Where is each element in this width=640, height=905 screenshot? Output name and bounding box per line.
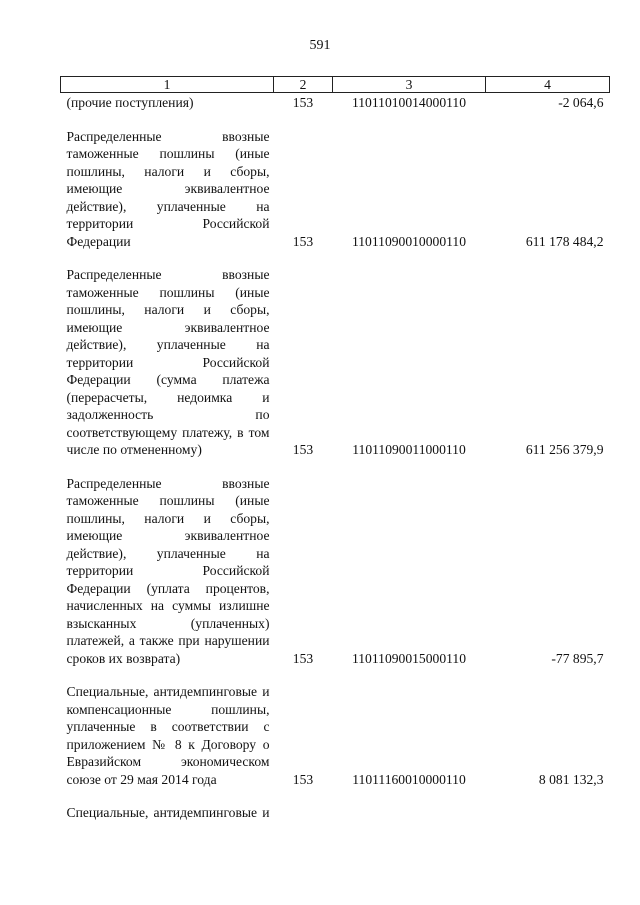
row-budget-code: 11011090011000110: [352, 442, 466, 457]
row-admin-code: 153: [292, 771, 314, 787]
table-row: [61, 788, 610, 822]
row-admin-code: 153: [292, 650, 314, 666]
table-row: [61, 459, 610, 668]
table-row: [61, 112, 610, 251]
row-name: (прочие поступления): [66, 95, 194, 110]
row-amount: 8 081 132,3: [538, 771, 604, 787]
row-name: Специальные, антидемпинговые и: [66, 805, 270, 820]
row-admin-code: 153: [292, 233, 314, 249]
row-amount: -2 064,6: [558, 95, 604, 110]
row-budget-code: 11011160010000110: [352, 771, 466, 787]
row-budget-code: 11011090010000110: [351, 233, 467, 249]
table-row: [61, 667, 610, 788]
row-admin-code: 153: [292, 95, 314, 110]
row-name: Распределенные ввозные таможенные пошлины (иные пошлины, налоги и сборы, имеющие эквивалентное действие), уплаченные на территории Российской Федерации (сумма платежа (перерасчеты, недоимка и задолженность по соответствующему платежу, в том числе по отмененному): [66, 267, 270, 457]
row-name: Распределенные ввозные таможенные пошлины (иные пошлины, налоги и сборы, имеющие эквивалентное действие), уплаченные на территории Российской Федерации: [66, 128, 270, 249]
row-admin-code: [274, 788, 333, 822]
row-admin-code: 153: [292, 442, 314, 457]
row-amount: 611 178 484,2: [525, 233, 604, 249]
column-header-1: 1: [61, 77, 274, 93]
column-header-4: 4: [486, 77, 610, 93]
table-row: [61, 250, 610, 459]
row-amount: [486, 788, 610, 822]
page-number: 591: [309, 38, 331, 53]
row-amount: -77 895,7: [551, 650, 604, 666]
row-budget-code: 11011090015000110: [351, 650, 467, 666]
row-amount: 611 256 379,9: [525, 442, 604, 457]
row-name: Специальные, антидемпинговые и компенсационные пошлины, уплаченные в соответствии с приложением № 8 к Договору о Евразийском экономическом союзе от 29 мая 2014 года: [66, 684, 270, 787]
budget-table: [60, 76, 610, 822]
row-name: Распределенные ввозные таможенные пошлины (иные пошлины, налоги и сборы, имеющие эквивалентное действие), уплаченные на территории Российской Федерации (уплата процентов, начисленных на суммы излишне взысканных (уплаченных) платежей, а также при нарушении сроков их возврата): [66, 475, 270, 666]
row-budget-code: [333, 788, 486, 822]
header-row: [61, 77, 610, 93]
column-header-3: 3: [333, 77, 486, 93]
table-row: [61, 93, 610, 112]
column-header-2: 2: [274, 77, 333, 93]
row-budget-code: 11011010014000110: [351, 95, 467, 110]
